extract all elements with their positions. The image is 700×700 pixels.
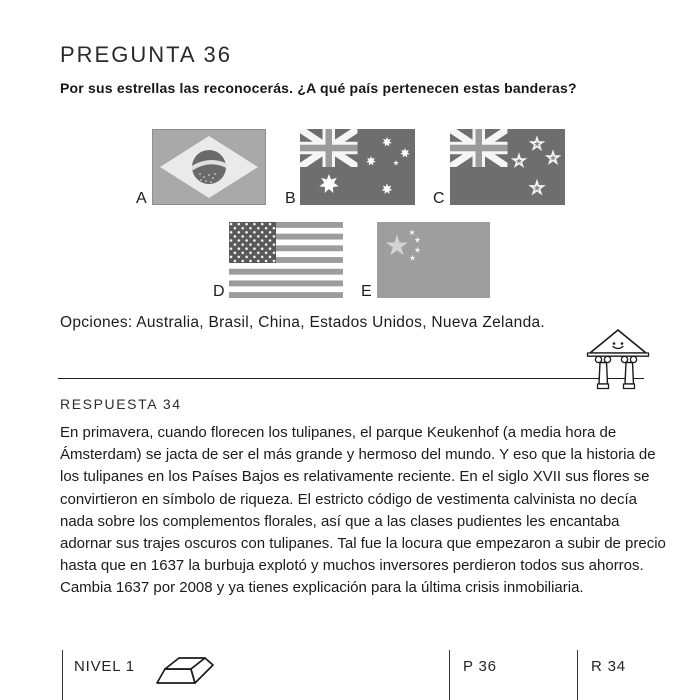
section-divider-line <box>58 378 644 379</box>
answer-number-label: R 34 <box>591 658 626 675</box>
answer-body: En primavera, cuando florecen los tulipanes, el parque Keukenhof (a media hora de Ámsterdam) se jacta de ser el más grande y hermoso del mundo. Y eso que la historia de los tulipanes en los Países Bajos es relativamente reciente. En el siglo XVII sus flores se convirtieron en símbolo de riqueza. El estricto código de vestimenta calvinista no decía nada sobre los complementos florales, así que a las clases pudientes les encantaba adornar sus trajes oscuros con tulipanes. Tal fue la locura que empezaron a subir de precio hasta que en 1637 la burbuja explotó y muchos inversores perdieron todos sus ahorros. Cambia 1637 por 2008 y ya tienes explicación para la última crisis inmobiliaria. <box>60 424 666 597</box>
flag-label-e: E <box>361 283 372 300</box>
footer-divider-1 <box>62 650 63 700</box>
new-zealand-flag <box>450 129 565 205</box>
flag-label-d: D <box>213 283 225 300</box>
question-prompt: Por sus estrellas las reconocerás. ¿A qué país pertenecen estas banderas? <box>60 80 577 96</box>
question-title: PREGUNTA 36 <box>60 42 232 67</box>
flag-label-c: C <box>433 190 445 207</box>
gold-ingot-icon <box>151 652 219 688</box>
options-line: Opciones: Australia, Brasil, China, Estados Unidos, Nueva Zelanda. <box>60 314 546 331</box>
temple-columns-icon <box>586 326 650 392</box>
page-number-label: P 36 <box>463 658 497 675</box>
brazil-flag <box>152 129 266 205</box>
australia-flag <box>300 129 415 205</box>
flag-label-b: B <box>285 190 296 207</box>
footer-divider-2 <box>449 650 450 700</box>
united-states-flag <box>229 222 343 298</box>
answer-title: RESPUESTA 34 <box>60 396 182 412</box>
level-label: NIVEL 1 <box>74 658 135 675</box>
flag-label-a: A <box>136 190 147 207</box>
footer-divider-3 <box>577 650 578 700</box>
china-flag <box>377 222 490 298</box>
